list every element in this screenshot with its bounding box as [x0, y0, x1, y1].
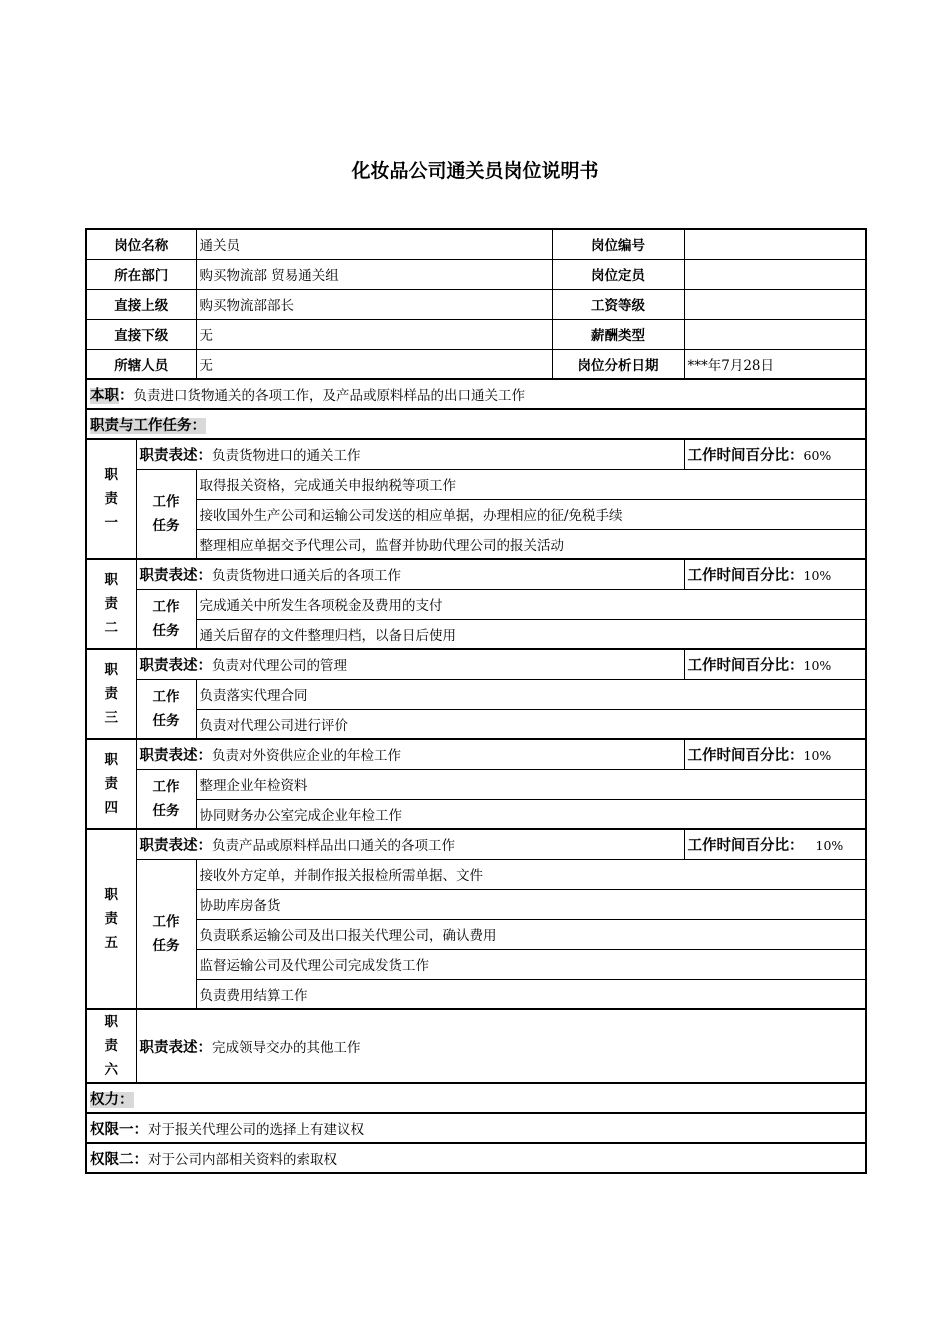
duty-time-percent: [684, 739, 866, 769]
task-row: [86, 859, 866, 889]
power-item-label: 权限二：: [90, 1151, 148, 1168]
task-row: [86, 949, 866, 979]
main-duty-label: 本职: [90, 387, 119, 404]
info-row: [86, 319, 866, 349]
duty-description: [136, 1009, 866, 1083]
task-label-line: 工作: [152, 913, 180, 930]
duty-desc-row: [86, 829, 866, 859]
duty-number: [86, 559, 136, 649]
duty-desc-text: 负责对外资供应企业的年检工作: [212, 747, 401, 764]
duty-time-percent: [684, 649, 866, 679]
info-value: 购买物流部 贸易通关组: [196, 259, 552, 289]
info-label: 直接下级: [86, 319, 196, 349]
duty-number-char: 职: [104, 752, 118, 768]
info-label: 所辖人员: [86, 349, 196, 379]
duty-description: [136, 649, 684, 679]
duty-desc-text: 负责产品或原料样品出口通关的各项工作: [212, 837, 455, 854]
duty-desc-row: [86, 1009, 866, 1083]
duty-description: [136, 739, 684, 769]
task-row: [86, 589, 866, 619]
duties-header-row: [86, 409, 866, 439]
task-label-line: 任务: [152, 517, 180, 534]
power-header-label: 权力：: [90, 1091, 134, 1108]
duty-number: [86, 1009, 136, 1083]
task-row: [86, 979, 866, 1009]
duty-desc-text: 完成领导交办的其他工作: [212, 1039, 361, 1056]
task-item: 负责费用结算工作: [196, 979, 866, 1009]
task-row: [86, 889, 866, 919]
task-label-line: 工作: [152, 598, 180, 615]
duty-number-char: 一: [104, 515, 118, 531]
task-item: 接收外方定单，并制作报关报检所需单据、文件: [196, 859, 866, 889]
task-row: [86, 799, 866, 829]
task-label: [136, 769, 196, 829]
task-row: [86, 499, 866, 529]
power-header: [86, 1083, 866, 1113]
duty-number-char: 责: [104, 686, 118, 702]
duty-number-char: 责: [104, 1038, 118, 1054]
task-label-line: 工作: [152, 688, 180, 705]
page-title: 化妆品公司通关员岗位说明书: [351, 160, 599, 182]
power-item-label: 权限一：: [90, 1121, 148, 1138]
task-item: 通关后留存的文件整理归档，以备日后使用: [196, 619, 866, 649]
power-row: [86, 1113, 866, 1143]
task-row: [86, 529, 866, 559]
task-row: [86, 619, 866, 649]
task-label-line: 任务: [152, 937, 180, 954]
duty-time-percent: [684, 559, 866, 589]
task-item: 负责联系运输公司及出口报关代理公司，确认费用: [196, 919, 866, 949]
time-percent-label: 工作时间百分比：: [687, 447, 804, 464]
power-item-text: 对于报关代理公司的选择上有建议权: [148, 1121, 364, 1138]
task-label-line: 工作: [152, 778, 180, 795]
time-percent-value: 10%: [803, 747, 832, 763]
duty-desc-row: [86, 739, 866, 769]
time-percent-label: 工作时间百分比：: [687, 657, 804, 674]
task-label: [136, 859, 196, 1009]
power-item: [86, 1113, 866, 1143]
power-row: [86, 1143, 866, 1173]
info-row: [86, 349, 866, 379]
time-percent-value: 10%: [815, 837, 844, 853]
duties-header: [86, 409, 866, 439]
duty-desc-label: 职责表述：: [139, 567, 212, 584]
info-value: [684, 259, 866, 289]
task-label-line: 任务: [152, 802, 180, 819]
main-duty: [86, 379, 866, 409]
task-item: 整理相应单据交予代理公司，监督并协助代理公司的报关活动: [196, 529, 866, 559]
info-label: 薪酬类型: [552, 319, 684, 349]
duty-desc-label: 职责表述：: [139, 1039, 212, 1056]
task-label-line: 任务: [152, 712, 180, 729]
info-row: [86, 289, 866, 319]
main-duty-colon: ：: [119, 387, 134, 404]
task-label-line: 工作: [152, 493, 180, 510]
duty-time-percent: [684, 829, 866, 859]
duty-number-char: 五: [104, 935, 118, 951]
duty-number: [86, 649, 136, 739]
info-label: 岗位分析日期: [552, 349, 684, 379]
duty-desc-row: [86, 559, 866, 589]
task-row: [86, 469, 866, 499]
duty-number-char: 职: [104, 887, 118, 903]
duty-description: [136, 439, 684, 469]
task-item: 接收国外生产公司和运输公司发送的相应单据，办理相应的征/免税手续: [196, 499, 866, 529]
info-value: ***年7月28日: [684, 349, 866, 379]
main-duty-row: [86, 379, 866, 409]
task-label-line: 任务: [152, 622, 180, 639]
info-value: [684, 229, 866, 259]
info-label: 岗位名称: [86, 229, 196, 259]
duty-number-char: 四: [104, 800, 118, 816]
task-item: 完成通关中所发生各项税金及费用的支付: [196, 589, 866, 619]
power-header-row: [86, 1083, 866, 1113]
info-value: 无: [196, 349, 552, 379]
info-label: 岗位编号: [552, 229, 684, 259]
duty-number-char: 职: [104, 1014, 118, 1030]
duty-number-char: 六: [104, 1062, 118, 1078]
task-row: [86, 769, 866, 799]
time-percent-label: 工作时间百分比：: [687, 747, 804, 764]
time-percent-value: 60%: [803, 447, 832, 463]
duty-desc-row: [86, 439, 866, 469]
task-item: 取得报关资格，完成通关申报纳税等项工作: [196, 469, 866, 499]
power-item: [86, 1143, 866, 1173]
duty-desc-label: 职责表述：: [139, 447, 212, 464]
task-item: 协助库房备货: [196, 889, 866, 919]
duty-number: [86, 439, 136, 559]
task-row: [86, 919, 866, 949]
info-label: 直接上级: [86, 289, 196, 319]
duty-number-char: 职: [104, 662, 118, 678]
duty-desc-label: 职责表述：: [139, 657, 212, 674]
task-label: [136, 469, 196, 559]
duty-number-char: 责: [104, 491, 118, 507]
duty-number-char: 二: [104, 620, 118, 636]
duty-number: [86, 739, 136, 829]
duty-number-char: 三: [104, 710, 118, 726]
task-item: 负责对代理公司进行评价: [196, 709, 866, 739]
task-item: 监督运输公司及代理公司完成发货工作: [196, 949, 866, 979]
task-item: 协同财务办公室完成企业年检工作: [196, 799, 866, 829]
duty-number-char: 职: [104, 572, 118, 588]
duties-header-label: 职责与工作任务：: [90, 417, 206, 434]
job-description-table: [85, 228, 867, 1174]
info-value: [684, 319, 866, 349]
duty-desc-label: 职责表述：: [139, 837, 212, 854]
duty-number: [86, 829, 136, 1009]
power-item-text: 对于公司内部相关资料的索取权: [148, 1151, 337, 1168]
duty-time-percent: [684, 439, 866, 469]
task-row: [86, 709, 866, 739]
duty-desc-row: [86, 649, 866, 679]
duty-number-char: 责: [104, 776, 118, 792]
info-row: [86, 259, 866, 289]
duty-number-char: 责: [104, 911, 118, 927]
time-percent-label: 工作时间百分比：: [687, 837, 804, 854]
main-duty-text: 负责进口货物通关的各项工作，及产品或原料样品的出口通关工作: [133, 387, 525, 404]
duty-number-char: 责: [104, 596, 118, 612]
info-row: [86, 229, 866, 259]
info-value: 购买物流部部长: [196, 289, 552, 319]
task-item: 负责落实代理合同: [196, 679, 866, 709]
duty-description: [136, 829, 684, 859]
time-percent-value: 10%: [803, 567, 832, 583]
task-item: 整理企业年检资料: [196, 769, 866, 799]
info-label: 所在部门: [86, 259, 196, 289]
info-label: 工资等级: [552, 289, 684, 319]
task-label: [136, 679, 196, 739]
task-label: [136, 589, 196, 649]
info-value: 无: [196, 319, 552, 349]
time-percent-value: 10%: [803, 657, 832, 673]
duty-description: [136, 559, 684, 589]
info-value: [684, 289, 866, 319]
time-percent-label: 工作时间百分比：: [687, 567, 804, 584]
duty-desc-label: 职责表述：: [139, 747, 212, 764]
info-value: 通关员: [196, 229, 552, 259]
duty-desc-text: 负责货物进口的通关工作: [212, 447, 361, 464]
duty-desc-text: 负责对代理公司的管理: [212, 657, 347, 674]
duty-desc-text: 负责货物进口通关后的各项工作: [212, 567, 401, 584]
task-row: [86, 679, 866, 709]
info-label: 岗位定员: [552, 259, 684, 289]
duty-number-char: 职: [104, 467, 118, 483]
